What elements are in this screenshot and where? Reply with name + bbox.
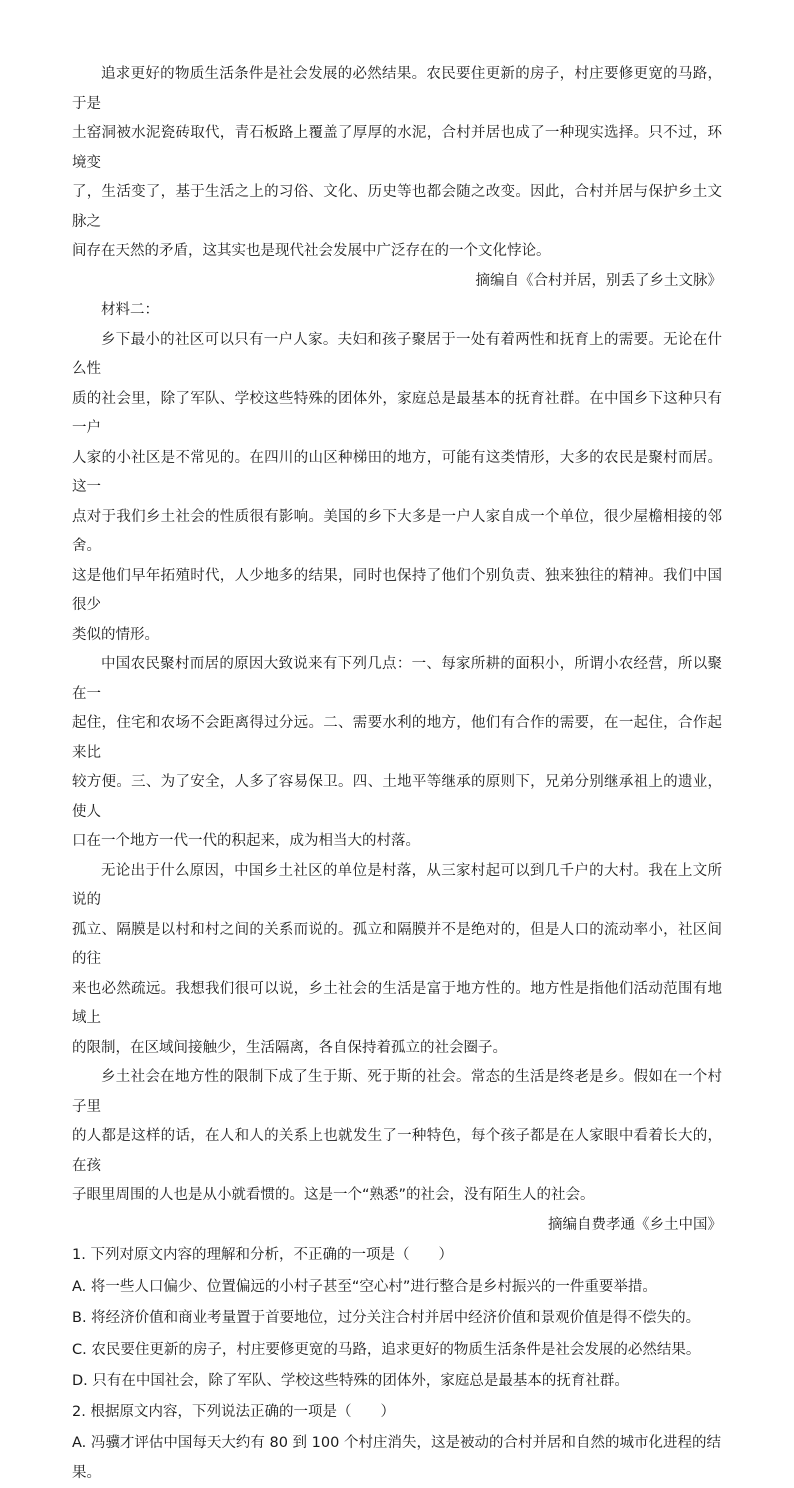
question-option: A. 将一些人口偏少、位置偏远的小村子甚至“空心村”进行整合是乡村振兴的一件重要举措。: [72, 1278, 657, 1295]
question-option: A. 冯骥才评估中国每天大约有 80 到 100 个村庄消失，这是被动的合村并居和自然的城市化进程的结果。: [72, 1435, 721, 1481]
source-citation: 摘编自费孝通《乡土中国》: [548, 1216, 722, 1233]
passage-paragraph: 无论出于什么原因，中国乡土社区的单位是村落，从三家村起可以到几千户的大村。我在上文所说的 孤立、隔膜是以村和村之间的关系而说的。孤立和隔膜并不是绝对的，但是人口的流动率小，社区间的往 来也必然疏远。我想我们很可以说，乡土社会的生活是富于地方性的。地方性是指他们活动范围有地域上 的限制，在区域间接触少，生活隔离，各自保持着孤立的社会圈子。: [72, 862, 722, 1056]
question-option: D. 只有在中国社会，除了军队、学校这些特殊的团体外，家庭总是最基本的抚育社群。: [72, 1373, 629, 1389]
question-option: C. 农民要住更新的房子，村庄要修更宽的马路，追求更好的物质生活条件是社会发展的必然结果。: [72, 1341, 701, 1358]
question-option: B. 将经济价值和商业考量置于首要地位，过分关注合村并居中经济价值和景观价值是得不偿失的。: [72, 1310, 701, 1326]
question-stem: 2. 根据原文内容，下列说法正确的一项是（ ）: [72, 1403, 395, 1420]
material-heading: 材料二：: [101, 302, 159, 318]
passage-paragraph: 乡土社会在地方性的限制下成了生于斯、死于斯的社会。常态的生活是终老是乡。假如在一个村子里 的人都是这样的话，在人和人的关系上也就发生了一种特色，每个孩子都是在人家眼中看着长大的，在孩 子眼里周围的人也是从小就看惯的。这是一个“熟悉”的社会，没有陌生人的社会。: [72, 1069, 722, 1203]
source-citation: 摘编自《合村并居，别丢了乡土文脉》: [475, 272, 722, 289]
document-page: [72, 60, 722, 1488]
passage-paragraph: 中国农民聚村而居的原因大致说来有下列几点：一、每家所耕的面积小，所谓小农经营，所以聚在一 起住，住宅和农场不会距离得过分远。二、需要水利的地方，他们有合作的需要，在一起住，合作起来比 较方便。三、为了安全，人多了容易保卫。四、土地平等继承的原则下，兄弟分别继承祖上的遗业，使人 口在一个地方一代一代的积起来，成为相当大的村落。: [72, 656, 722, 849]
question-stem: 1. 下列对原文内容的理解和分析，不正确的一项是（ ）: [72, 1247, 453, 1263]
passage-paragraph: 乡下最小的社区可以只有一户人家。夫妇和孩子聚居于一处有着两性和抚育上的需要。无论在什么性 质的社会里，除了军队、学校这些特殊的团体外，家庭总是最基本的抚育社群。在中国乡下这种只有一户 人家的小社区是不常见的。在四川的山区种梯田的地方，可能有这类情形，大多的农民是聚村而居。这一 点对于我们乡土社会的性质很有影响。美国的乡下大多是一户人家自成一个单位，很少屋檐相接的邻舍。 这是他们早年拓殖时代，人少地多的结果，同时也保持了他们个别负责、独来独往的精神。我们中国很少 类似的情形。: [72, 331, 722, 643]
passage-paragraph: 追求更好的物质生活条件是社会发展的必然结果。农民要住更新的房子，村庄要修更宽的马路，于是 土窑洞被水泥瓷砖取代，青石板路上覆盖了厚厚的水泥，合村并居也成了一种现实选择。只不过，环境变 了，生活变了，基于生活之上的习俗、文化、历史等也都会随之改变。因此，合村并居与保护乡土文脉之 间存在天然的矛盾，这其实也是现代社会发展中广泛存在的一个文化悖论。: [72, 66, 722, 259]
